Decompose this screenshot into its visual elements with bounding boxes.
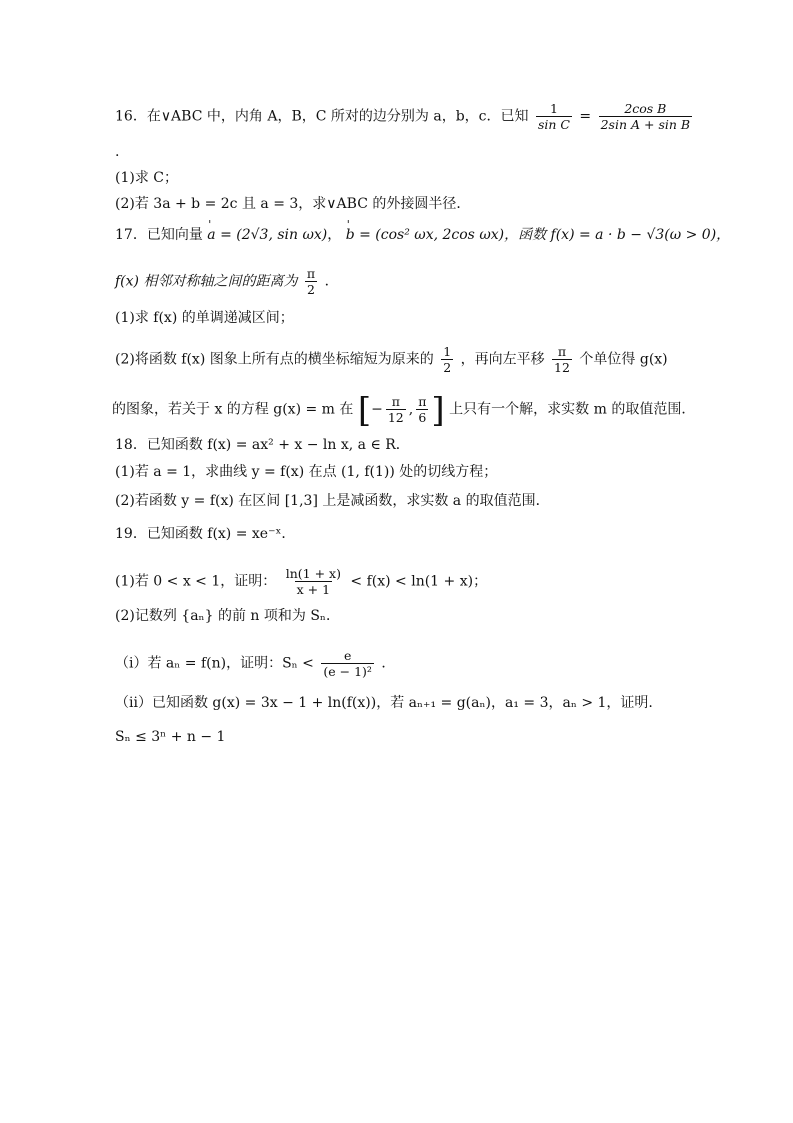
fraction-ln1px-over-xp1: $\frac{\ln(1 + x)}{x + 1}$ (285, 566, 341, 597)
fraction-2cosB: $\frac{\text{2cos B}}{\text{2sin A + sin B}}$ (600, 101, 691, 132)
fraction-pi-over-12: $\frac{\pi}{12}$ (554, 344, 570, 375)
problem-19-question-2: (2)记数列 {aₙ} 的前 n 项和为 Sₙ． (115, 608, 340, 624)
problem-18-statement: 18．已知函数 f(x) = ax² + x − ln x, a ∈ R． (115, 437, 410, 453)
problem-16-text: 16．在∨ABC 中，内角 A，B，C 所对的边分别为 a，b，c．已知 (115, 108, 529, 125)
problem-18-question-1: (1)若 a = 1，求曲线 y = f(x) 在点 (1, f(1)) 处的切线方程； (115, 464, 498, 480)
problem-19-subquestion-i: （i）若 aₙ = f(n)，证明：Sₙ < $\frac{e}{\text{(e − 1)²}}$ ． (115, 648, 396, 679)
problem-16-statement: 16．在∨ABC 中，内角 A，B，C 所对的边分别为 a，b，c．已知 $\frac{1}{\text{sin C}}$ = $\frac{\text{2cos B}}{\text{2sin A + sin B}}$ (115, 101, 691, 132)
problem-19-subquestion-ii: （ii）已知函数 g(x) = 3x − 1 + ln(f(x))，若 aₙ₊₁ = g(aₙ)，a₁ = 3，aₙ > 1，证明. (115, 695, 653, 711)
problem-17-symmetry-axis: f(x) 相邻对称轴之间的距离为 $\frac{\pi}{2}$ ． (115, 266, 339, 297)
problem-17-question-1: (1)求 f(x) 的单调递减区间； (115, 310, 294, 326)
problem-18-question-2: (2)若函数 y = f(x) 在区间 [1,3] 上是减函数，求实数 a 的取值范围． (115, 493, 550, 509)
fraction-pi-over-2: $\frac{\pi}{2}$ (306, 266, 316, 297)
fraction-1-over-sinC: $\frac{1}{\text{sin C}}$ (537, 101, 570, 132)
fraction-one-half: $\frac{1}{2}$ (443, 344, 452, 375)
problem-17-question-2: (2)将函数 f(x) 图象上所有点的横坐标缩短为原来的 $\frac{1}{2}$ ，再向左平移 $\frac{\pi}{12}$ 个单位得 g(x) (115, 344, 668, 375)
problem-19-question-1: (1)若 0 < x < 1，证明： $\frac{\ln(1 + x)}{x + 1}$ < f(x) < ln(1 + x)； (115, 566, 488, 597)
vector-b: ' b = (cos² ωx, 2cos ωx) (346, 226, 504, 244)
interval-left-fraction: $\frac{\pi}{12}$ (387, 394, 404, 425)
problem-16-question-1: (1)求 C； (115, 170, 178, 186)
problem-19-statement: 19．已知函数 f(x) = xe⁻ˣ． (115, 526, 296, 542)
problem-16-period: . (115, 144, 120, 160)
vector-a: ' a = (2√3, sin ωx) (207, 226, 327, 244)
interval-right-fraction: $\frac{\pi}{6}$ (418, 394, 427, 425)
problem-17-statement: 17．已知向量 ' a = (2√3, sin ωx)， ' b = (cos² ωx, 2cos ωx)，函数 f(x) = a · b − √3(ω > 0)， (115, 226, 730, 244)
problem-16-question-2: (2)若 3a + b = 2c 且 a = 3，求∨ABC 的外接圆半径． (115, 196, 471, 212)
problem-17-question-2-cont: 的图象，若关于 x 的方程 g(x) = m 在 [− $\frac{\pi}{12}$ , $\frac{\pi}{6}$ ] 上只有一个解，求实数 m 的取值范围． (112, 390, 696, 431)
problem-19-conclusion: Sₙ ≤ 3ⁿ + n − 1 (115, 729, 226, 745)
fraction-e-over-e-minus-1-squared: $\frac{e}{\text{(e − 1)²}}$ (323, 648, 372, 679)
